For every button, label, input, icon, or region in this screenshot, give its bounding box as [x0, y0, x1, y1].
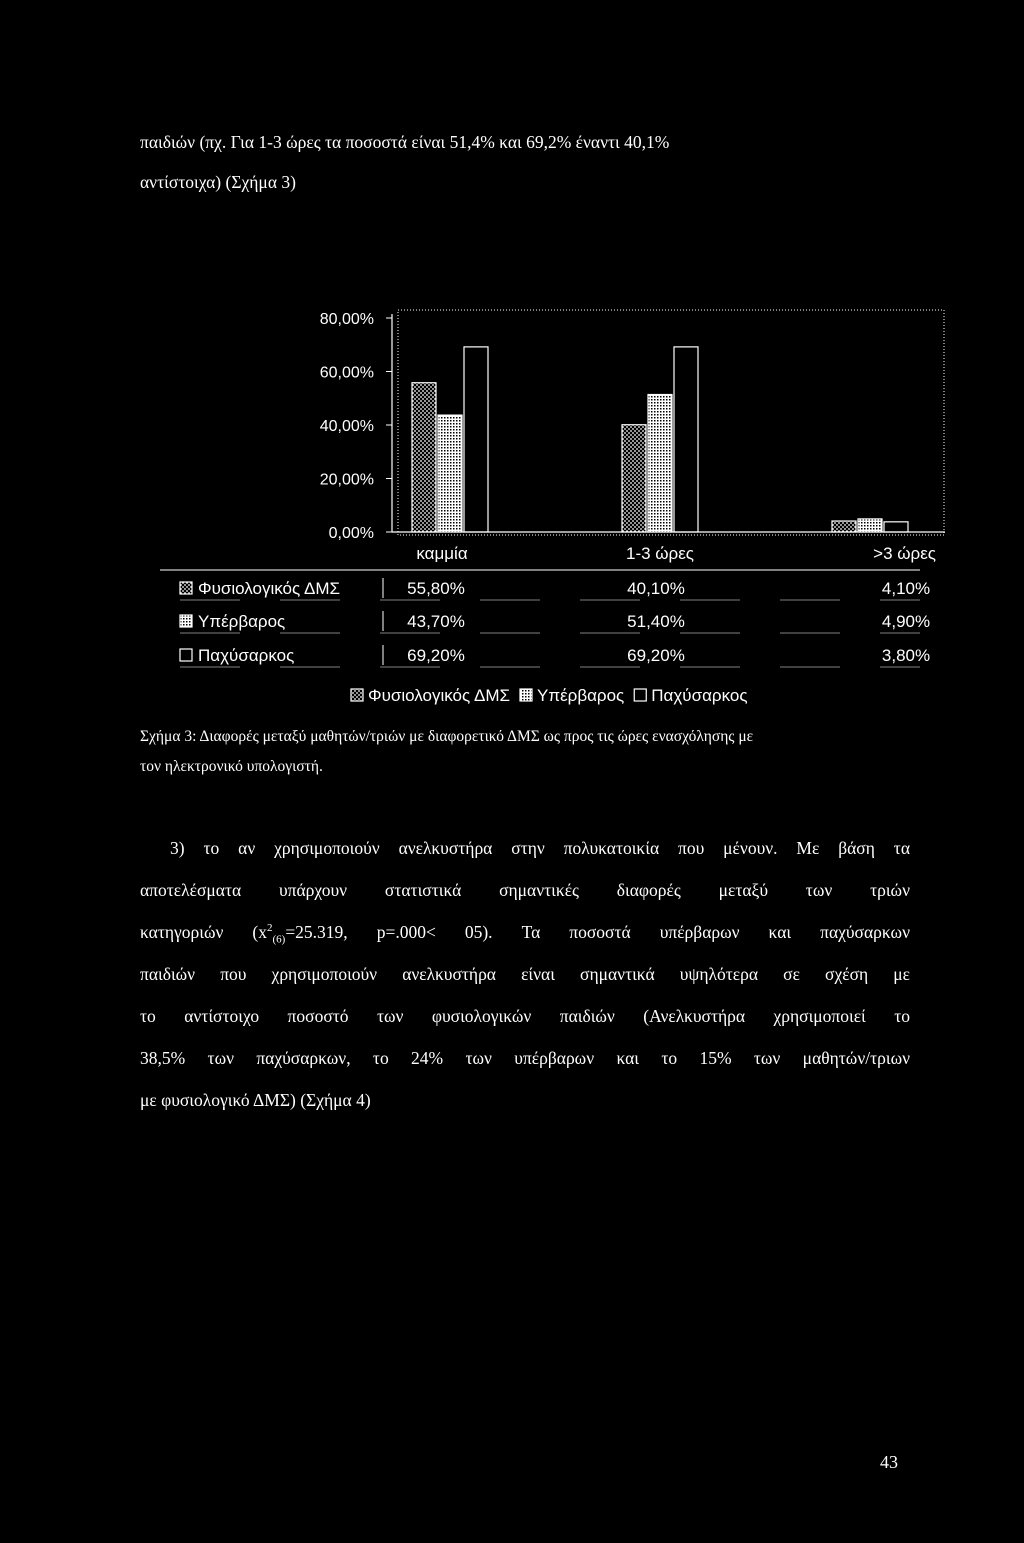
bar [464, 347, 488, 532]
paragraph-line-3: κατηγοριών ($x^2_{(6)}=25.319$, p=.000< 05). Τα ποσοστά υπέρβαρων και παχύσαρκων [140, 922, 910, 946]
table-row-label: Παχύσαρκος [198, 646, 295, 665]
table-cell-value: 69,20% [407, 646, 465, 665]
y-tick-label: 20,00% [319, 471, 374, 489]
intro-line-2: αντίστοιχα) (Σχήμα 3) [140, 172, 296, 192]
paragraph-line-2: αποτελέσματα υπάρχουν στατιστικά σημαντικές διαφορές μεταξύ των τριών [140, 880, 910, 900]
legend-label: Φυσιολογικός ΔΜΣ [368, 686, 510, 705]
bar [438, 415, 462, 532]
bar [858, 519, 882, 532]
legend-swatch [520, 689, 532, 701]
paragraph-line-4: παιδιών που χρησιμοποιούν ανελκυστήρα είναι σημαντικά υψηλότερα σε σχέση με [140, 964, 910, 984]
category-label: 1-3 ώρες [625, 544, 695, 563]
paragraph-line-7: με φυσιολογικό ΔΜΣ) (Σχήμα 4) [140, 1090, 371, 1110]
paragraph-line-6: 38,5% των παχύσαρκων, το 24% των υπέρβαρων και το 15% των μαθητών/τριων [140, 1048, 910, 1068]
bar-chart [0, 0, 1024, 720]
bar [832, 521, 856, 532]
table-row-label: Υπέρβαρος [198, 612, 286, 631]
table-cell-value: 4,10% [881, 579, 931, 598]
bar [648, 395, 672, 532]
table-cell-value: 43,70% [407, 612, 465, 631]
category-label: >3 ώρες [873, 544, 936, 563]
legend-label: Παχύσαρκος [651, 686, 748, 705]
bar [674, 347, 698, 532]
legend-swatch [180, 582, 192, 594]
y-tick-label: 80,00% [319, 311, 374, 328]
y-tick-label: 40,00% [319, 418, 374, 435]
bar [412, 383, 436, 532]
legend-swatch [180, 649, 192, 661]
figure-caption-line-1: Σχήμα 3: Διαφορές μεταξύ μαθητών/τριών με διαφορετικό ΔΜΣ ως προς τις ώρες ενασχόλησης με [140, 728, 754, 745]
table-cell-value: 4,90% [881, 612, 931, 631]
paragraph-line-1: 3) το αν χρησιμοποιούν ανελκυστήρα στην πολυκατοικία που μένουν. Με βάση τα [170, 838, 910, 858]
table-cell-value: 40,10% [627, 579, 685, 598]
paragraph-line-5: το αντίστοιχο ποσοστό των φυσιολογικών παιδιών (Ανελκυστήρα χρησιμοποιεί το [140, 1006, 910, 1026]
y-tick-label: 0,00% [328, 525, 374, 542]
table-cell-value: 55,80% [407, 579, 465, 598]
page-number: 43 [880, 1452, 898, 1472]
figure-caption-line-2: τον ηλεκτρονικό υπολογιστή. [140, 758, 323, 775]
legend-swatch [351, 689, 363, 701]
legend-swatch [180, 615, 192, 627]
bar [884, 522, 908, 532]
legend-label: Υπέρβαρος [537, 686, 625, 705]
category-label: καμμία [416, 544, 468, 563]
intro-line-1: παιδιών (πχ. Για 1-3 ώρες τα ποσοστά είναι 51,4% και 69,2% έναντι 40,1% [140, 132, 670, 152]
legend-swatch [634, 689, 646, 701]
table-row-label: Φυσιολογικός ΔΜΣ [198, 579, 340, 598]
y-tick-label: 60,00% [319, 364, 374, 382]
table-cell-value: 69,20% [627, 646, 685, 665]
table-cell-value: 51,40% [627, 612, 685, 631]
bar [622, 425, 646, 532]
table-cell-value: 3,80% [881, 646, 931, 665]
